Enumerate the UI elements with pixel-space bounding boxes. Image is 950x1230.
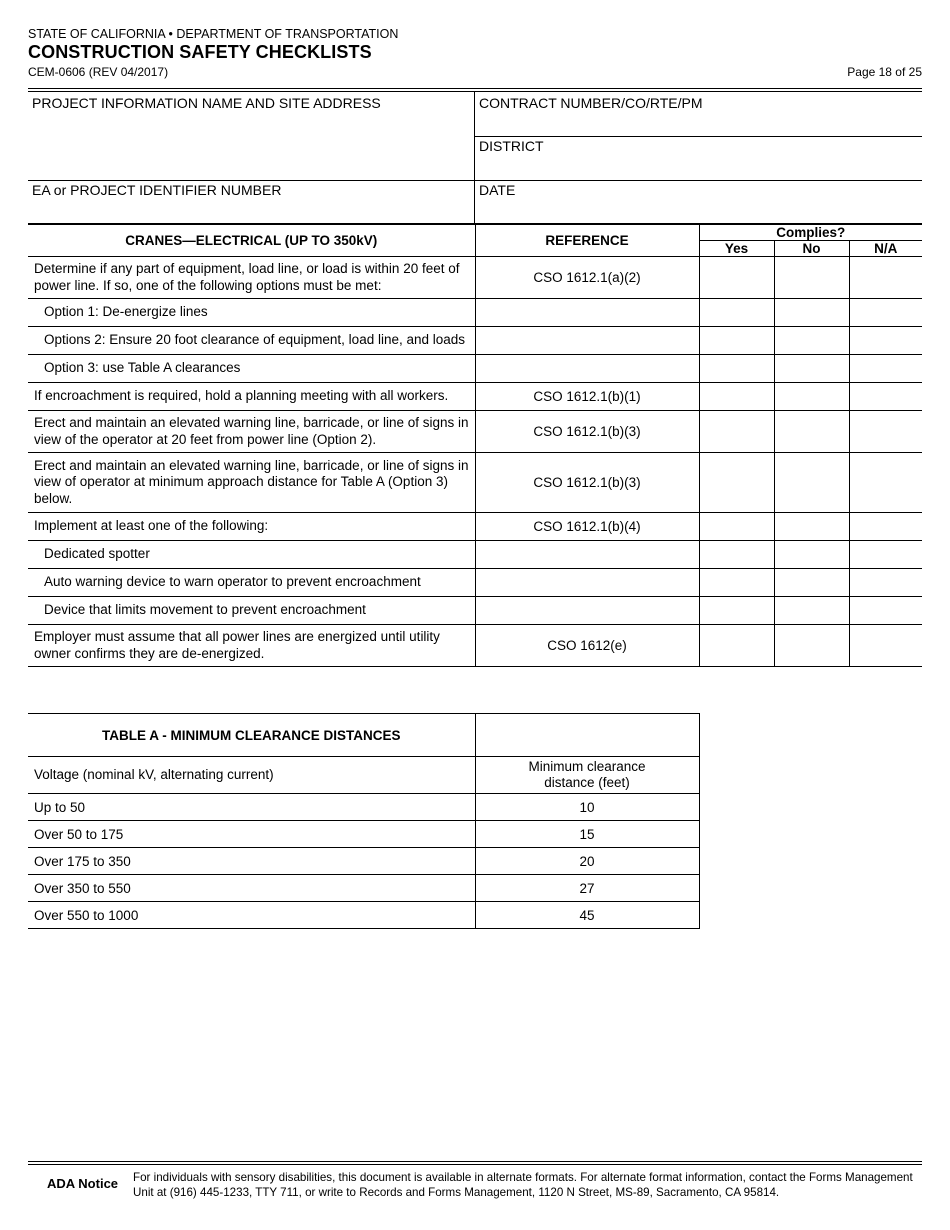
na-checkbox-cell[interactable] bbox=[849, 355, 922, 383]
checklist-item: Device that limits movement to prevent encroachment bbox=[28, 597, 475, 625]
table-row bbox=[28, 848, 699, 875]
contract-number-field[interactable]: CONTRACT NUMBER/CO/RTE/PM bbox=[479, 95, 703, 111]
ada-notice-text: For individuals with sensory disabilities, this document is available in alternate formats. For alternate format information, contact the Forms Management Unit at (916) 445-1233, TTY 711, or write to Records and Forms Management, 1120 N Street, MS-89, Sacramento, CA 95814. bbox=[133, 1171, 913, 1199]
no-checkbox-cell[interactable] bbox=[774, 541, 849, 569]
no-header: No bbox=[774, 241, 849, 257]
yes-checkbox-cell[interactable] bbox=[699, 597, 774, 625]
form-number: CEM-0606 (REV 04/2017) bbox=[28, 65, 169, 79]
reference-cell bbox=[475, 299, 699, 327]
checklist-item: Option 3: use Table A clearances bbox=[28, 355, 475, 383]
na-checkbox-cell[interactable] bbox=[849, 597, 922, 625]
yes-checkbox-cell[interactable] bbox=[699, 625, 774, 667]
voltage-cell: Over 50 to 175 bbox=[28, 821, 475, 848]
yes-checkbox-cell[interactable] bbox=[699, 257, 774, 299]
checklist-item: Employer must assume that all power lines are energized until utility owner confirms they are de-energized. bbox=[28, 625, 475, 667]
checklist-item: Erect and maintain an elevated warning line, barricade, or line of signs in view of the operator at 20 feet from power line (Option 2). bbox=[28, 411, 475, 453]
no-checkbox-cell[interactable] bbox=[774, 257, 849, 299]
no-checkbox-cell[interactable] bbox=[774, 453, 849, 513]
reference-cell: CSO 1612.1(b)(1) bbox=[475, 383, 699, 411]
checklist-item: Options 2: Ensure 20 foot clearance of equipment, load line, and loads bbox=[28, 327, 475, 355]
section-title: CRANES—ELECTRICAL (UP TO 350kV) bbox=[28, 225, 475, 257]
checklist-item: Dedicated spotter bbox=[28, 541, 475, 569]
distance-cell: 45 bbox=[475, 902, 699, 929]
checklist-row bbox=[28, 453, 922, 513]
table-row bbox=[28, 875, 699, 902]
table-a-blank-header bbox=[475, 714, 699, 757]
no-checkbox-cell[interactable] bbox=[774, 513, 849, 541]
voltage-header: Voltage (nominal kV, alternating current) bbox=[28, 757, 475, 794]
no-checkbox-cell[interactable] bbox=[774, 383, 849, 411]
checklist-row bbox=[28, 569, 922, 597]
na-checkbox-cell[interactable] bbox=[849, 453, 922, 513]
checklist-row bbox=[28, 625, 922, 667]
table-a-clearances bbox=[28, 713, 700, 929]
project-info-rule bbox=[475, 136, 922, 137]
reference-cell: CSO 1612.1(b)(3) bbox=[475, 453, 699, 513]
na-checkbox-cell[interactable] bbox=[849, 513, 922, 541]
no-checkbox-cell[interactable] bbox=[774, 569, 849, 597]
checklist-row bbox=[28, 257, 922, 299]
na-checkbox-cell[interactable] bbox=[849, 625, 922, 667]
checklist-item: Implement at least one of the following: bbox=[28, 513, 475, 541]
project-info-block bbox=[28, 92, 922, 224]
reference-cell bbox=[475, 569, 699, 597]
checklist-item: If encroachment is required, hold a planning meeting with all workers. bbox=[28, 383, 475, 411]
voltage-cell: Over 175 to 350 bbox=[28, 848, 475, 875]
voltage-cell: Up to 50 bbox=[28, 794, 475, 821]
na-header: N/A bbox=[849, 241, 922, 257]
ea-identifier-field[interactable]: EA or PROJECT IDENTIFIER NUMBER bbox=[32, 182, 282, 198]
project-info-rule bbox=[28, 180, 922, 181]
project-name-address-field[interactable]: PROJECT INFORMATION NAME AND SITE ADDRESS bbox=[32, 95, 381, 111]
yes-checkbox-cell[interactable] bbox=[699, 299, 774, 327]
reference-cell: CSO 1612.1(a)(2) bbox=[475, 257, 699, 299]
yes-checkbox-cell[interactable] bbox=[699, 569, 774, 597]
voltage-cell: Over 550 to 1000 bbox=[28, 902, 475, 929]
na-checkbox-cell[interactable] bbox=[849, 257, 922, 299]
na-checkbox-cell[interactable] bbox=[849, 569, 922, 597]
page-number: Page 18 of 25 bbox=[847, 65, 922, 79]
no-checkbox-cell[interactable] bbox=[774, 597, 849, 625]
checklist-row bbox=[28, 383, 922, 411]
no-checkbox-cell[interactable] bbox=[774, 327, 849, 355]
cranes-electrical-checklist bbox=[28, 224, 922, 667]
checklist-item: Auto warning device to warn operator to prevent encroachment bbox=[28, 569, 475, 597]
checklist-item: Determine if any part of equipment, load line, or load is within 20 feet of power line. If so, one of the following options must be met: bbox=[28, 257, 475, 299]
checklist-row bbox=[28, 541, 922, 569]
reference-cell bbox=[475, 541, 699, 569]
checklist-row bbox=[28, 411, 922, 453]
reference-cell bbox=[475, 597, 699, 625]
distance-cell: 15 bbox=[475, 821, 699, 848]
footer-divider bbox=[28, 1161, 922, 1165]
district-field[interactable]: DISTRICT bbox=[479, 138, 544, 154]
yes-checkbox-cell[interactable] bbox=[699, 383, 774, 411]
reference-cell: CSO 1612.1(b)(4) bbox=[475, 513, 699, 541]
page-title: CONSTRUCTION SAFETY CHECKLISTS bbox=[28, 42, 372, 62]
voltage-cell: Over 350 to 550 bbox=[28, 875, 475, 902]
project-info-divider bbox=[474, 92, 475, 223]
distance-cell: 20 bbox=[475, 848, 699, 875]
na-checkbox-cell[interactable] bbox=[849, 327, 922, 355]
reference-header: REFERENCE bbox=[475, 225, 699, 257]
checklist-row bbox=[28, 299, 922, 327]
reference-cell bbox=[475, 327, 699, 355]
distance-cell: 27 bbox=[475, 875, 699, 902]
checklist-row bbox=[28, 597, 922, 625]
yes-checkbox-cell[interactable] bbox=[699, 541, 774, 569]
no-checkbox-cell[interactable] bbox=[774, 411, 849, 453]
yes-checkbox-cell[interactable] bbox=[699, 411, 774, 453]
table-row bbox=[28, 821, 699, 848]
no-checkbox-cell[interactable] bbox=[774, 299, 849, 327]
checklist-item: Erect and maintain an elevated warning line, barricade, or line of signs in view of operator at minimum approach distance for Table A (Option 3) below. bbox=[28, 453, 475, 513]
yes-header: Yes bbox=[699, 241, 774, 257]
na-checkbox-cell[interactable] bbox=[849, 541, 922, 569]
table-row bbox=[28, 794, 699, 821]
reference-cell bbox=[475, 355, 699, 383]
checklist-row bbox=[28, 327, 922, 355]
distance-cell: 10 bbox=[475, 794, 699, 821]
checklist-item: Option 1: De-energize lines bbox=[28, 299, 475, 327]
reference-cell: CSO 1612.1(b)(3) bbox=[475, 411, 699, 453]
checklist-row bbox=[28, 355, 922, 383]
agency-name: STATE OF CALIFORNIA • DEPARTMENT OF TRANSPORTATION bbox=[28, 27, 399, 41]
ada-notice-label: ADA Notice bbox=[47, 1176, 119, 1191]
reference-cell: CSO 1612(e) bbox=[475, 625, 699, 667]
na-checkbox-cell[interactable] bbox=[849, 383, 922, 411]
clearance-header: Minimum clearance distance (feet) bbox=[475, 757, 699, 794]
no-checkbox-cell[interactable] bbox=[774, 625, 849, 667]
yes-checkbox-cell[interactable] bbox=[699, 355, 774, 383]
checklist-row bbox=[28, 513, 922, 541]
na-checkbox-cell[interactable] bbox=[849, 411, 922, 453]
table-a-title: TABLE A - MINIMUM CLEARANCE DISTANCES bbox=[28, 714, 475, 757]
na-checkbox-cell[interactable] bbox=[849, 299, 922, 327]
table-row bbox=[28, 902, 699, 929]
complies-header: Complies? bbox=[699, 225, 922, 241]
date-field[interactable]: DATE bbox=[479, 182, 516, 198]
yes-checkbox-cell[interactable] bbox=[699, 513, 774, 541]
yes-checkbox-cell[interactable] bbox=[699, 327, 774, 355]
yes-checkbox-cell[interactable] bbox=[699, 453, 774, 513]
no-checkbox-cell[interactable] bbox=[774, 355, 849, 383]
